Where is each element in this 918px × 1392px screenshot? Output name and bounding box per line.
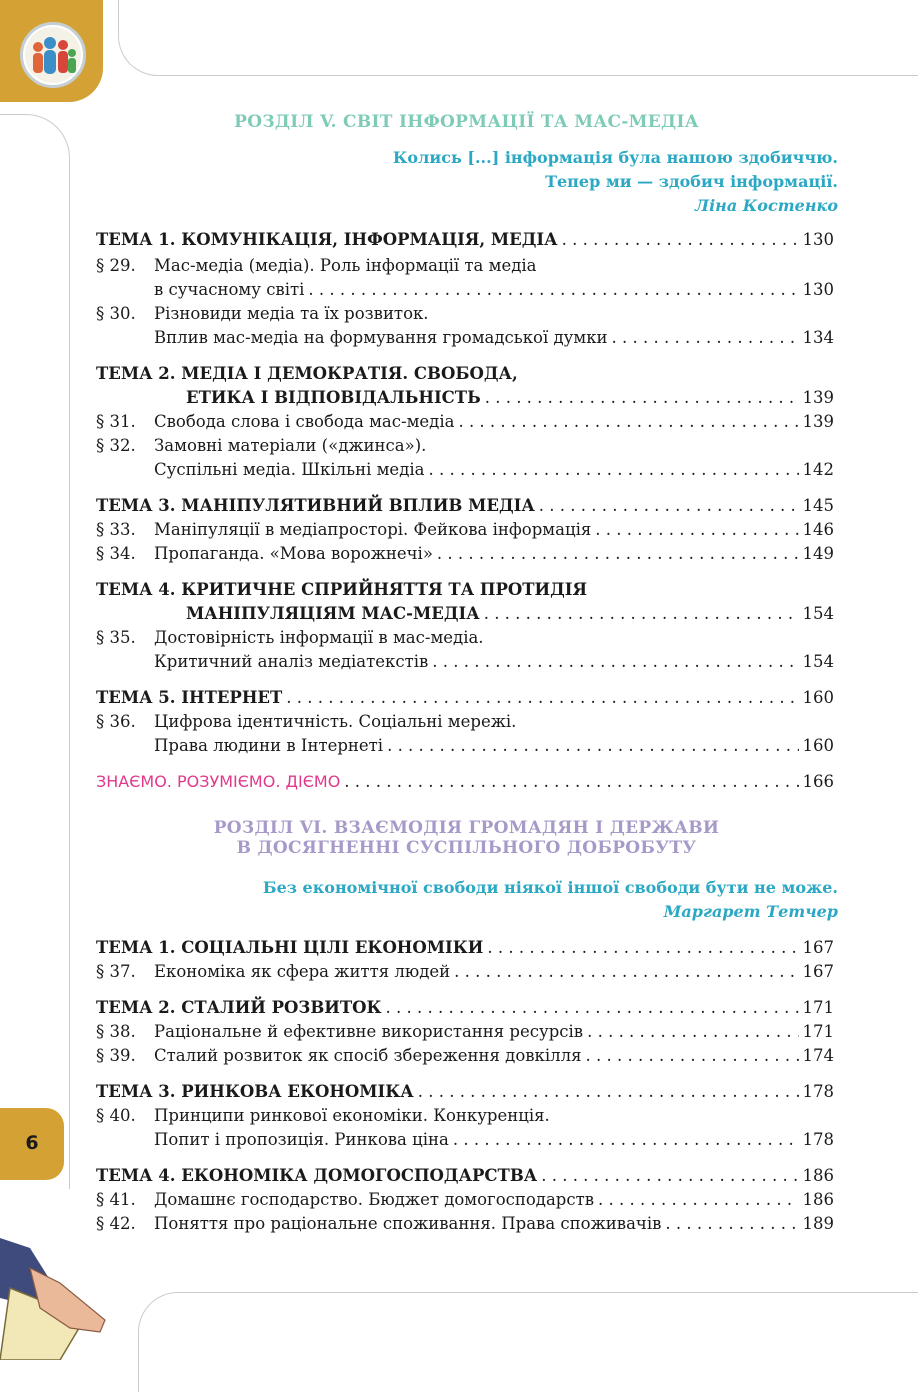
paragraph-number: § 30. [96,304,136,323]
paragraph-number: § 31. [96,412,136,431]
toc-topic-entry [96,386,834,410]
paragraph-number: § 37. [96,962,136,981]
dot-leader [308,278,798,302]
dot-leader [541,1164,798,1188]
epigraph-line: Колись [...] інформація була нашою здобиччю. [392,148,838,167]
entry-label: ТЕМА 2. МЕДІА І ДЕМОКРАТІЯ. СВОБОДА, [96,364,518,383]
page-ref: 160 [802,736,834,755]
dot-leader [539,494,799,518]
section-6-title-line: РОЗДІЛ VI. ВЗАЄМОДІЯ ГРОМАДЯН І ДЕРЖАВИ [213,818,720,838]
entry-label: Поняття про раціональне споживання. Права споживачів [154,1214,662,1233]
page-ref: 189 [802,1214,834,1233]
page-ref: 145 [802,496,834,515]
toc-paragraph-entry [96,518,834,542]
paragraph-number: § 42. [96,1214,136,1233]
toc-paragraph-entry [96,710,834,734]
entry-label: ТЕМА 3. РИНКОВА ЕКОНОМІКА [96,1082,414,1101]
toc-topic-entry [96,686,834,710]
toc-paragraph-entry [96,254,834,278]
section-5-title: РОЗДІЛ V. СВІТ ІНФОРМАЦІЇ ТА МАС-МЕДІА [234,112,699,132]
entry-label: Мас-медіа (медіа). Роль інформації та медіа [154,256,537,275]
entry-label: ТЕМА 2. СТАЛИЙ РОЗВИТОК [96,998,382,1017]
entry-label: Домашнє господарство. Бюджет домогосподарств [154,1190,595,1209]
page-ref: 167 [802,938,834,957]
entry-label: Критичний аналіз медіатекстів [154,652,429,671]
entry-label: ЕТИКА І ВІДПОВІДАЛЬНІСТЬ [186,388,481,407]
paragraph-number: § 33. [96,520,136,539]
dot-leader [387,734,798,758]
paragraph-number: § 34. [96,544,136,563]
family-logo-icon [20,22,86,88]
section-6-epigraph [263,876,838,924]
toc-paragraph-entry [96,302,834,326]
page-ref: 178 [802,1130,834,1149]
toc-paragraph-entry [96,542,834,566]
entry-label: Права людини в Інтернеті [154,736,384,755]
dot-leader [437,542,799,566]
page-ref: 154 [802,652,834,671]
paragraph-number: § 39. [96,1046,136,1065]
entry-label: Пропаганда. «Мова ворожнечі» [154,544,433,563]
paragraph-number: § 40. [96,1106,136,1125]
dot-leader [418,1080,799,1104]
entry-label: Суспільні медіа. Шкільні медіа [154,460,425,479]
frame-line-left [0,114,70,1189]
dot-leader [344,770,798,794]
page-ref: 171 [802,1022,834,1041]
epigraph-line: Без економічної свободи ніякої іншої свободи бути не може. [262,878,838,897]
toc-summary-entry [96,770,834,794]
toc-topic-entry [96,578,834,602]
toc-paragraph-entry [96,410,834,434]
dot-leader [432,650,798,674]
dot-leader [562,228,799,252]
page-ref: 134 [802,328,834,347]
entry-label: Сталий розвиток як спосіб збереження довкілля [154,1046,582,1065]
entry-label: Достовірність інформації в мас-медіа. [154,628,484,647]
page-ref: 186 [802,1190,834,1209]
page-ref: 160 [802,688,834,707]
dot-leader [487,936,798,960]
entry-label: Свобода слова і свобода мас-медіа [154,412,455,431]
frame-line-top [118,0,918,76]
toc-paragraph-entry [96,1020,834,1044]
toc-topic-entry [96,602,834,626]
page-ref: 167 [802,962,834,981]
toc-paragraph-entry [96,626,834,650]
toc-paragraph-entry [96,1104,834,1128]
dot-leader [286,686,798,710]
entry-label: Економіка як сфера життя людей [154,962,451,981]
dot-leader [665,1212,798,1236]
toc-topic-entry [96,1164,834,1188]
epigraph-author: Маргарет Тетчер [663,902,838,921]
dot-leader [484,602,799,626]
dot-leader [586,1044,799,1068]
page-ref: 139 [802,412,834,431]
toc-entry-continuation [96,458,834,482]
toc-paragraph-entry [96,1212,834,1236]
entry-label: ТЕМА 4. КРИТИЧНЕ СПРИЙНЯТТЯ ТА ПРОТИДІЯ [96,580,588,599]
section-6-title-line: В ДОСЯГНЕННІ СУСПІЛЬНОГО ДОБРОБУТУ [236,838,697,858]
entry-label: в сучасному світі [154,280,305,299]
dot-leader [458,410,798,434]
toc-topic-entry [96,362,834,386]
entry-label: Цифрова ідентичність. Соціальні мережі. [154,712,517,731]
entry-label: ТЕМА 4. ЕКОНОМІКА ДОМОГОСПОДАРСТВА [96,1166,538,1185]
dot-leader [485,386,799,410]
toc-paragraph-entry [96,1188,834,1212]
section-6-title [95,818,838,858]
page-number: 6 [25,1132,39,1154]
epigraph-author: Ліна Костенко [694,196,838,215]
page-ref: 186 [802,1166,834,1185]
frame-line-bottom [138,1292,918,1392]
dot-leader [595,518,798,542]
page-ref: 130 [802,230,834,249]
entry-label: Принципи ринкової економіки. Конкуренція. [154,1106,550,1125]
toc-entry-continuation [96,1128,834,1152]
page-ref: 166 [802,772,834,791]
entry-label: Маніпуляції в медіапросторі. Фейкова інформація [154,520,592,539]
entry-label: ТЕМА 1. СОЦІАЛЬНІ ЦІЛІ ЕКОНОМІКИ [96,938,484,957]
section-5-epigraph [393,146,838,218]
entry-label: Замовні матеріали («джинса»). [154,436,427,455]
toc-topic-entry [96,494,834,518]
toc-entry-continuation [96,278,834,302]
page-ref: 139 [802,388,834,407]
page-ref: 149 [802,544,834,563]
epigraph-line: Тепер ми — здобич інформації. [545,172,838,191]
entry-label: МАНІПУЛЯЦІЯМ МАС-МЕДІА [186,604,480,623]
page-ref: 142 [802,460,834,479]
toc-entry-continuation [96,650,834,674]
page-ref: 154 [802,604,834,623]
dot-leader [598,1188,798,1212]
paragraph-number: § 35. [96,628,136,647]
page-ref: 146 [802,520,834,539]
toc-topic-entry [96,936,834,960]
page-ref: 171 [802,998,834,1017]
entry-label: ТЕМА 3. МАНІПУЛЯТИВНИЙ ВПЛИВ МЕДІА [96,496,535,515]
hand-with-book-icon [0,1228,120,1360]
entry-label: ТЕМА 5. ІНТЕРНЕТ [96,688,283,707]
toc-topic-entry [96,1080,834,1104]
paragraph-number: § 38. [96,1022,136,1041]
paragraph-number: § 36. [96,712,136,731]
entry-label: Вплив мас-медіа на формування громадської думки [154,328,608,347]
entry-label: ТЕМА 1. КОМУНІКАЦІЯ, ІНФОРМАЦІЯ, МЕДІА [96,230,558,249]
dot-leader [587,1020,798,1044]
entry-label: ЗНАЄМО. РОЗУМІЄМО. ДІЄМО [96,772,341,791]
toc-topic-entry [96,228,834,252]
dot-leader [612,326,799,350]
paragraph-number: § 41. [96,1190,136,1209]
dot-leader [454,960,798,984]
paragraph-number: § 32. [96,436,136,455]
entry-label: Раціональне й ефективне використання ресурсів [154,1022,584,1041]
page-ref: 174 [802,1046,834,1065]
dot-leader [386,996,799,1020]
toc-paragraph-entry [96,1044,834,1068]
page-ref: 178 [802,1082,834,1101]
page-ref: 130 [802,280,834,299]
entry-label: Попит і пропозиція. Ринкова ціна [154,1130,449,1149]
toc-entry-continuation [96,326,834,350]
dot-leader [428,458,798,482]
entry-label: Різновиди медіа та їх розвиток. [154,304,429,323]
paragraph-number: § 29. [96,256,136,275]
dot-leader [453,1128,799,1152]
toc-paragraph-entry [96,960,834,984]
toc-paragraph-entry [96,434,834,458]
toc-topic-entry [96,996,834,1020]
toc-entry-continuation [96,734,834,758]
